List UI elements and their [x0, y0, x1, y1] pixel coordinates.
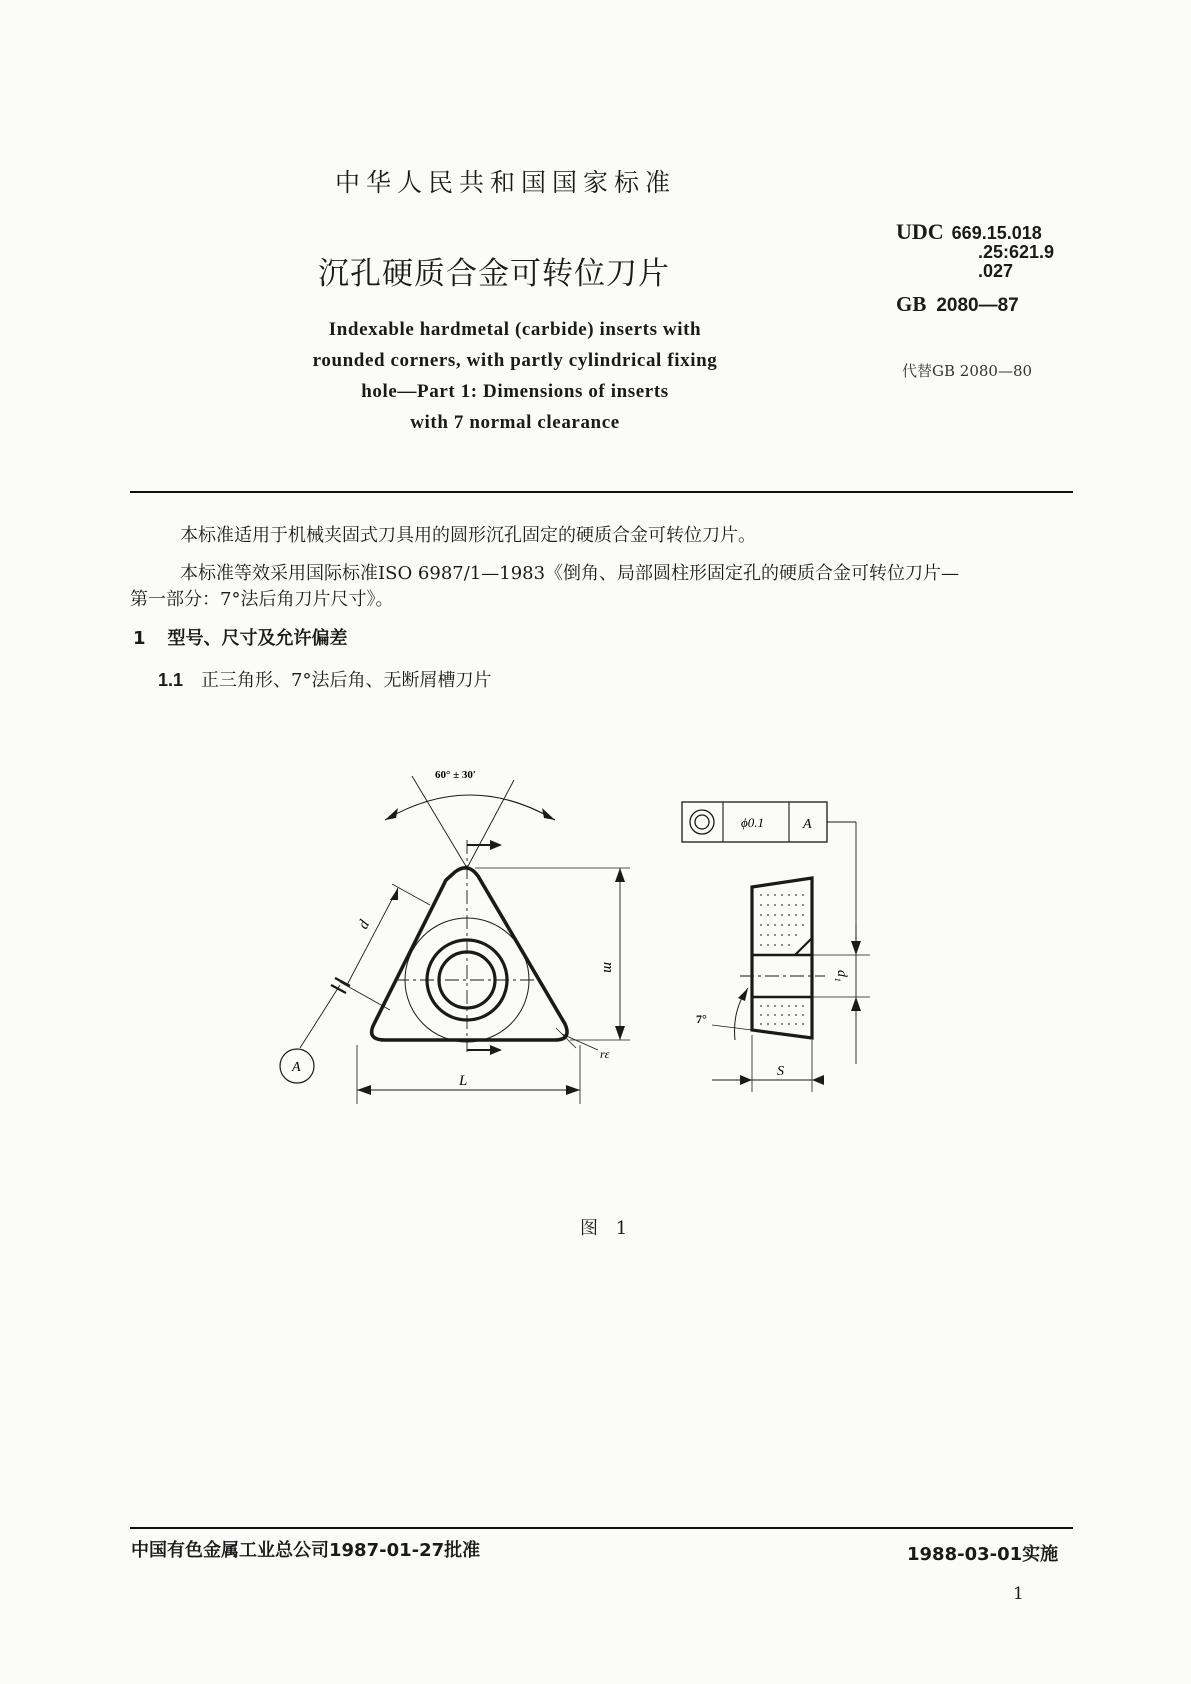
section-1-1-title: 正三角形、7°法后角、无断屑槽刀片: [201, 670, 492, 691]
udc-line-3: .027: [978, 261, 1014, 281]
label-L: L: [459, 1073, 468, 1089]
gb-label: GB: [896, 292, 927, 316]
tolerance-datum: A: [803, 817, 812, 832]
section-hatching: [760, 895, 805, 1024]
insert-section-outline: [752, 878, 812, 1038]
label-d1: d₁: [834, 970, 849, 982]
title-chinese: 沉孔硬质合金可转位刀片: [318, 256, 670, 292]
replaces-note: 代替GB 2080—80: [902, 362, 1033, 380]
angle-label: 60° ± 30′: [435, 769, 477, 781]
equivalence-paragraph-line-1: 本标准等效采用国际标准ISO 6987/1—1983《倒角、局部圆柱形固定孔的硬质合金可转位刀片—: [180, 563, 960, 584]
label-d: d: [355, 917, 374, 932]
section-1-title: 型号、尺寸及允许偏差: [167, 628, 348, 649]
label-S: S: [777, 1064, 784, 1079]
label-m: m: [600, 962, 616, 973]
section-1-1-number: 1.1: [158, 670, 184, 690]
udc-label: UDC: [896, 219, 944, 244]
gb-number: 2080—87: [936, 295, 1019, 316]
angle-arc: [385, 795, 555, 820]
section-1-number: 1: [133, 628, 146, 649]
equivalence-paragraph-line-2: 第一部分：7°法后角刀片尺寸》。: [130, 589, 394, 610]
udc-line-1: 669.15.018: [951, 223, 1042, 243]
concentricity-symbol: [690, 810, 714, 834]
label-r: rε: [600, 1047, 610, 1061]
approval-note: 中国有色金属工业总公司1987-01-27批准: [131, 1540, 481, 1561]
title-english-line-3: hole—Part 1: Dimensions of inserts: [361, 381, 669, 402]
scope-paragraph: 本标准适用于机械夹固式刀具用的圆形沉孔固定的硬质合金可转位刀片。: [180, 525, 756, 546]
label-A: A: [292, 1060, 301, 1075]
udc-line-2: .25:621.9: [978, 242, 1055, 262]
label-7deg: 7°: [696, 1012, 707, 1026]
footer-divider: [130, 1527, 1073, 1529]
title-english-line-2: rounded corners, with partly cylindrical fixing: [312, 350, 718, 371]
tolerance-value: ϕ0.1: [741, 815, 764, 830]
title-english-line-1: Indexable hardmetal (carbide) inserts with: [328, 319, 702, 340]
insert-triangle-outline: [372, 868, 567, 1040]
page-number: 1: [1013, 1584, 1024, 1604]
national-standard-heading: 中华人民共和国国家标准: [335, 168, 677, 197]
implementation-date: 1988-03-01实施: [907, 1544, 1059, 1565]
figure-caption: 图 1: [580, 1218, 634, 1239]
title-english-line-4: with 7 normal clearance: [410, 412, 620, 433]
